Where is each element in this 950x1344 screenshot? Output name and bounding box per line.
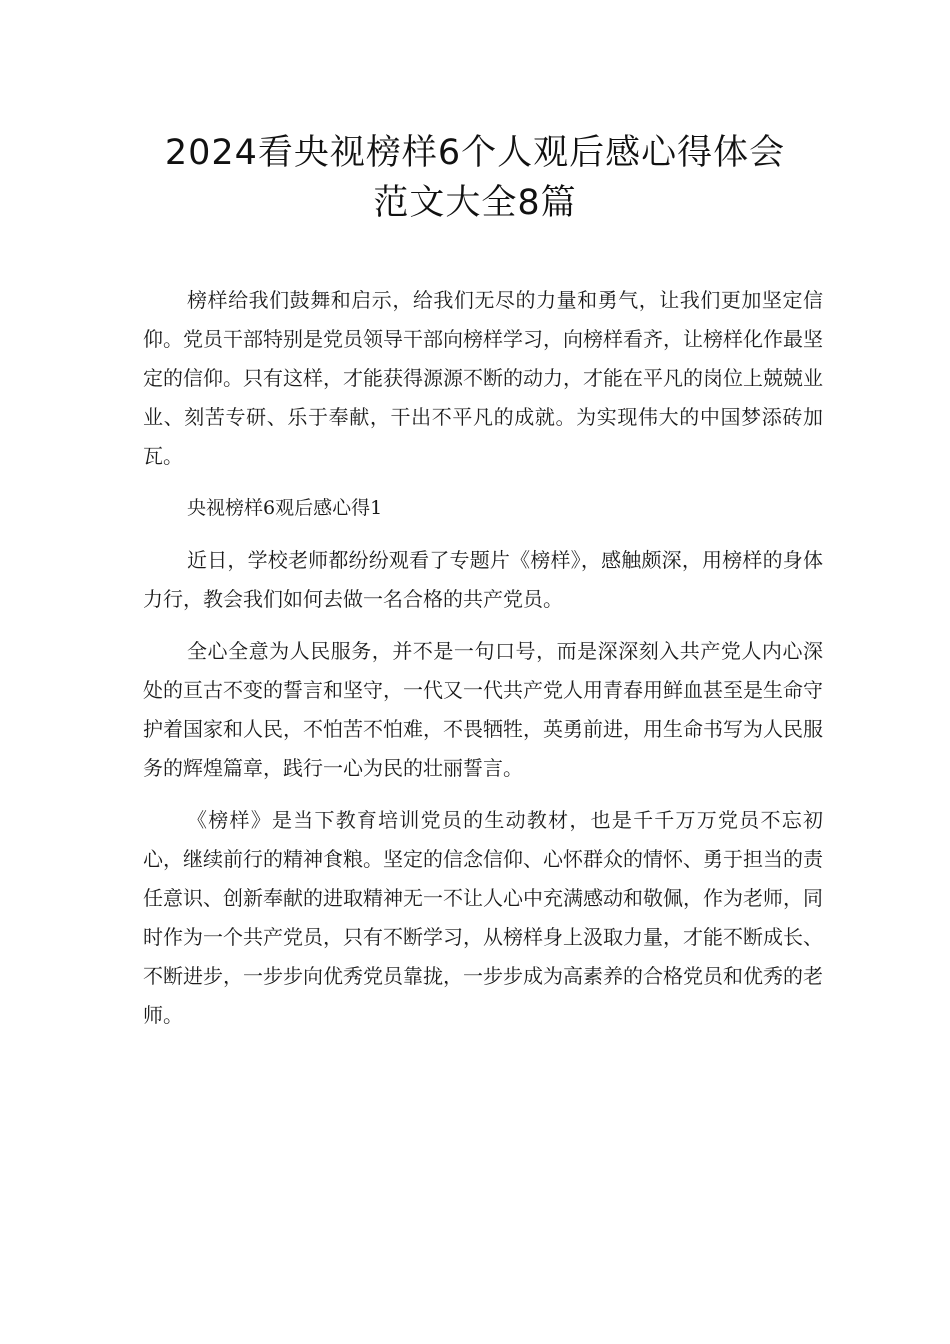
title-line-2: 范文大全8篇 — [373, 183, 577, 223]
section-heading: 央视榜样6观后感心得1 — [187, 497, 383, 519]
document-title — [100, 128, 850, 228]
intro-paragraph: 榜样给我们鼓舞和启示，给我们无尽的力量和勇气，让我们更加坚定信仰。党员干部特别是党员领导干部向榜样学习，向榜样看齐，让榜样化作最坚定的信仰。只有这样，才能获得源源不断的动力，才能在平凡的岗位上兢兢业业、刻苦专研、乐于奉献，干出不平凡的成就。为实现伟大的中国梦添砖加瓦。 — [143, 288, 823, 468]
body-paragraph: 全心全意为人民服务，并不是一句口号，而是深深刻入共产党人内心深处的亘古不变的誓言和坚守，一代又一代共产党人用青春用鲜血甚至是生命守护着国家和人民，不怕苦不怕难，不畏牺牲，英勇前进，用生命书写为人民服务的辉煌篇章，践行一心为民的壮丽誓言。 — [143, 639, 823, 780]
body-paragraph: 近日，学校老师都纷纷观看了专题片《榜样》，感触颇深，用榜样的身体力行，教会我们如何去做一名合格的共产党员。 — [143, 548, 823, 611]
document-body — [143, 281, 823, 1048]
title-line-1: 2024看央视榜样6个人观后感心得体会 — [164, 133, 786, 173]
body-paragraph: 《榜样》是当下教育培训党员的生动教材，也是千千万万党员不忘初心，继续前行的精神食粮。坚定的信念信仰、心怀群众的情怀、勇于担当的责任意识、创新奉献的进取精神无一不让人心中充满感动和敬佩，作为老师，同时作为一个共产党员，只有不断学习，从榜样身上汲取力量，才能不断成长、不断进步，一步步向优秀党员靠拢，一步步成为高素养的合格党员和优秀的老师。 — [143, 808, 823, 1027]
